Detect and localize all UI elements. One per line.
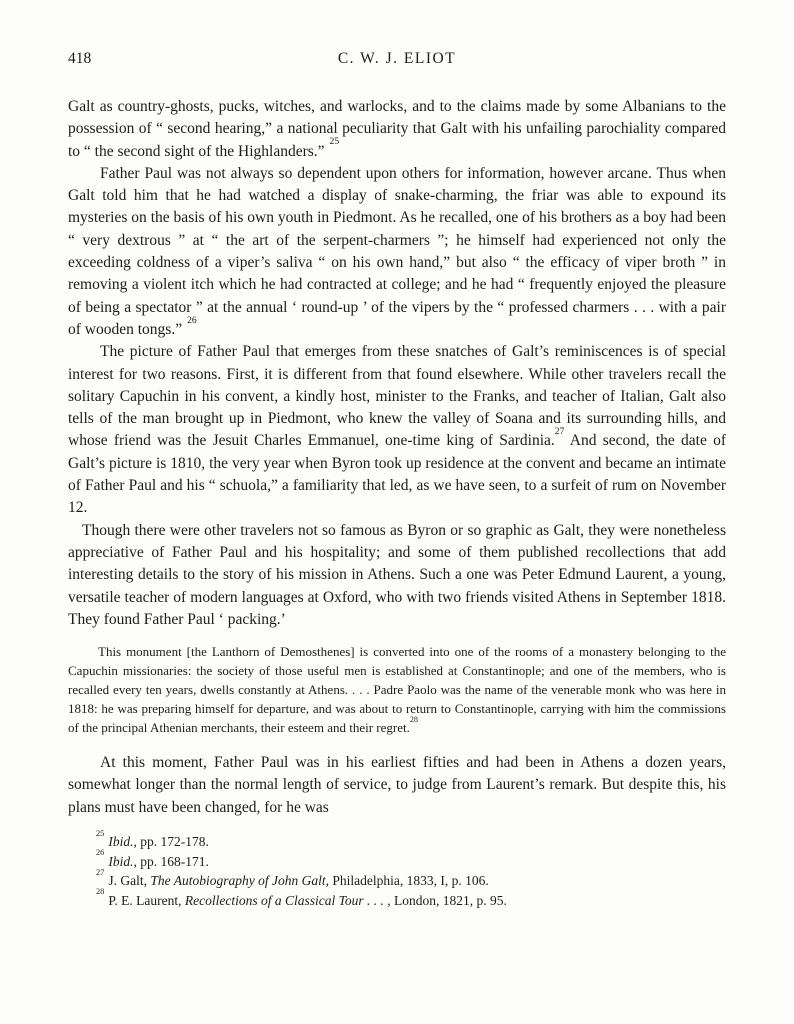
running-head: C. W. J. ELIOT	[337, 50, 457, 67]
footnote-27	[68, 867, 726, 891]
footnote-28	[68, 887, 726, 911]
footnotes-section	[68, 828, 726, 910]
paragraph-2	[68, 163, 726, 341]
footnote-27-pre: J. Galt,	[108, 873, 151, 889]
footnote-ref-25: 25	[329, 136, 340, 148]
footnote-27-post: Philadelphia, 1833, I, p. 106.	[328, 873, 489, 889]
paragraph-3-text-a: The picture of Father Paul that emerges from these snatches of Galt’s reminiscences is of special interest for two reasons. First, it is different from that found elsewhere. While other travelers recall the solitary Capuchin in his convent, a kindly host, minister to the Franks, and teacher of Italian, Galt also tells of the man brought up in Piedmont, who knew the valley of Soana and its surrounding hills, and whose friend was the Jesuit Charles Emmanuel, one-time king of Sardinia.	[68, 343, 726, 450]
footnote-26-number: 26	[96, 848, 105, 858]
paragraph-5	[68, 752, 726, 819]
paragraph-1-text: Galt as country-ghosts, pucks, witches, and warlocks, and to the claims made by some Albanians to the possession of “ second hearing,” a national peculiarity that Galt with his unfailing parochiality compared to “ the second sight of the Highlanders.”	[68, 98, 726, 160]
block-quote	[68, 642, 726, 737]
paragraph-3	[68, 341, 726, 519]
footnote-27-italic: The Autobiography of John Galt,	[150, 873, 329, 889]
block-quote-text: This monument [the Lanthorn of Demosthenes] is converted into one of the rooms of a monastery belonging to the Capuchin missionaries: the society of those useful men is established at Constantinople; and one of the members, who is recalled every ten years, dwells constantly at Athens. . . . Padre Paolo was the name of the venerable monk who was here in 1818: he was preparing himself for departure, and was about to return to Constantinople, carrying with him the commissions of the principal Athenian merchants, their esteem and their regret.	[68, 644, 726, 736]
paragraph-1	[68, 96, 726, 163]
paragraph-4	[68, 520, 726, 631]
footnote-28-italic: Recollections of a Classical Tour . . . ,	[184, 892, 391, 908]
footnote-26-post: , pp. 168-171.	[133, 853, 209, 869]
footnote-26	[68, 848, 726, 872]
footnote-28-number: 28	[96, 887, 105, 897]
footnote-28-post: London, 1821, p. 95.	[390, 892, 507, 908]
paragraph-2-text: Father Paul was not always so dependent upon others for information, however arcane. Thus when Galt told him that he had watched a display of snake-charming, the friar was able to expound its mysteries on the basis of his own youth in Piedmont. As he recalled, one of his brothers as a boy had been “ very dextrous ” at “ the art of the serpent-charmers ”; he himself had experienced not only the exceeding coldness of a viper’s saliva “ on his own hand,” but also “ the efficacy of viper broth ” in removing a violent itch which he had contracted at college; and he had “ frequently enjoyed the pleasure of being a spectator ” at the annual ‘ round-up ’ of the vipers by the “ professed charmers . . . with a pair of wooden tongs.”	[68, 164, 726, 338]
page-number: 418	[68, 50, 92, 67]
paragraph-4-text: Though there were other travelers not so famous as Byron or so graphic as Galt, they were nonetheless appreciative of Father Paul and his hospitality; and some of them published recollections that add interesting details to the story of his mission in Athens. Such a one was Peter Edmund Laurent, a young, versatile teacher of modern languages at Oxford, who with two friends visited Athens in September 1818. They found Father Paul ‘ packing.’	[68, 521, 726, 628]
footnote-28-pre: P. E. Laurent,	[108, 892, 185, 908]
footnote-26-italic: Ibid.	[108, 853, 134, 869]
footnote-ref-26: 26	[187, 314, 197, 326]
body-text	[68, 96, 726, 819]
footnote-ref-27: 27	[554, 426, 565, 438]
footnote-27-number: 27	[96, 867, 105, 877]
footnote-25-number: 25	[96, 828, 105, 838]
footnote-25	[68, 828, 726, 852]
page-header	[68, 50, 726, 72]
footnote-ref-28: 28	[409, 715, 418, 725]
footnote-25-post: , pp. 172-178.	[133, 834, 209, 850]
paragraph-5-text: At this moment, Father Paul was in his earliest fifties and had been in Athens a dozen years, somewhat longer than the normal length of service, to judge from Laurent’s remark. But despite this, his plans must have been changed, for he was	[68, 754, 726, 816]
paragraph-3-text-b: And second, the date of Galt’s picture is 1810, the very year when Byron took up residence at the convent and became an intimate of Father Paul and his “ schuola,” a familiarity that led, as we have seen, to a surfeit of rum on November 12.	[68, 432, 726, 517]
footnote-25-italic: Ibid.	[108, 834, 134, 850]
